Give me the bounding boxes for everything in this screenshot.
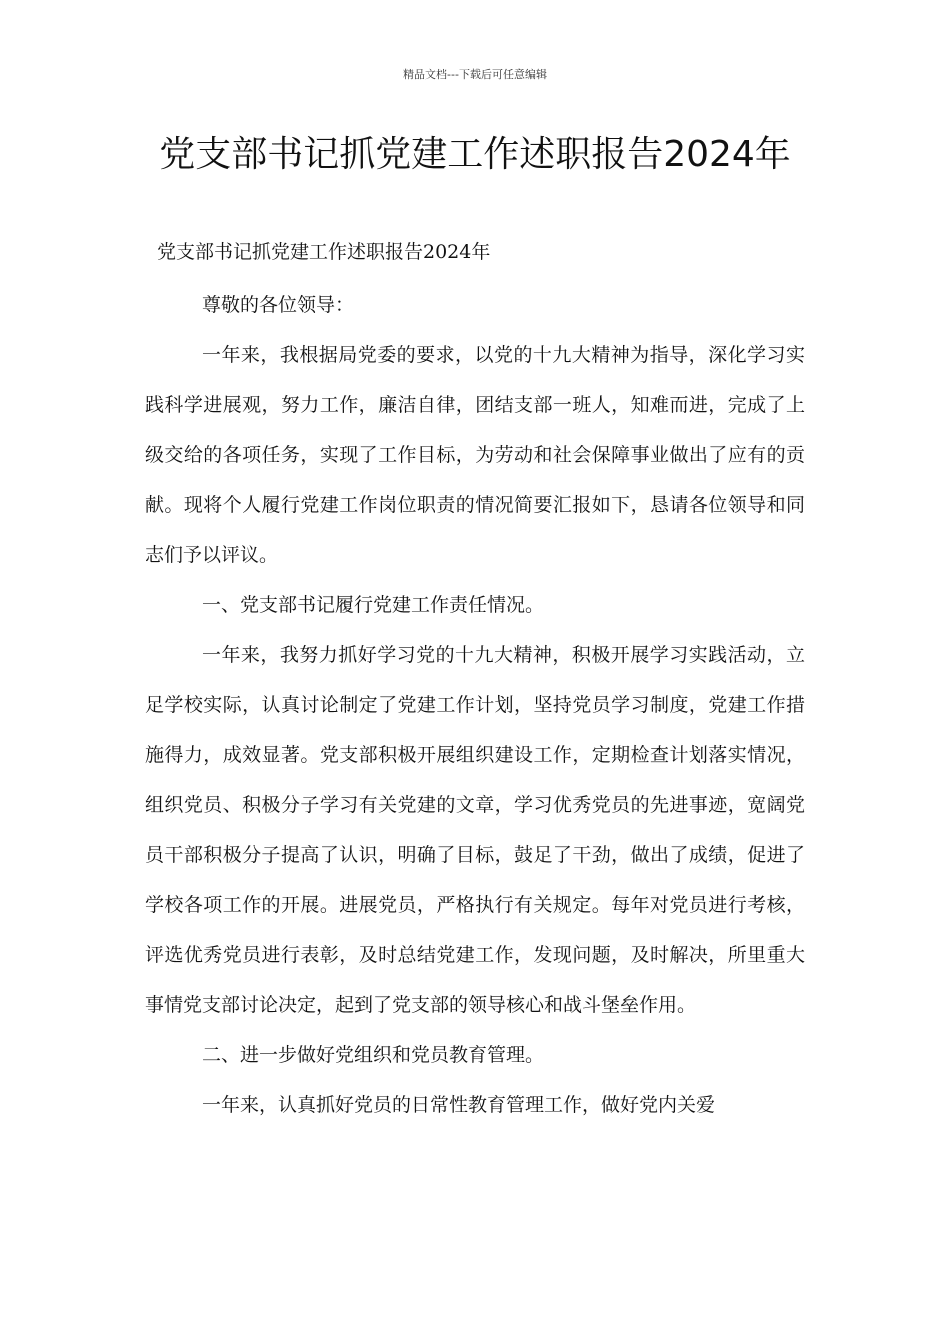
salutation-paragraph: 尊敬的各位领导： <box>202 294 355 316</box>
document-subtitle: 党支部书记抓党建工作述职报告2024年 <box>157 241 491 263</box>
section-1-paragraph: 一年来，我努力抓好学习党的十九大精神，积极开展学习实践活动，立足学校实际，认真讨论制定了党建工作计划，坚持党员学习制度，党建工作措施得力，成效显著。党支部积极开展组织建设工作，定期检查计划落实情况，组织党员、积极分子学习有关党建的文章，学习优秀党员的先进事迹，宽阔党员干部积极分子提高了认识，明确了目标，鼓足了干劲，做出了成绩，促进了学校各项工作的开展。进展党员，严格执行有关规定。每年对党员进行考核，评选优秀党员进行表彰，及时总结党建工作，发现问题，及时解决，所里重大事情党支部讨论决定，起到了党支部的领导核心和战斗堡垒作用。 <box>145 644 805 1016</box>
page-header-note: 精品文档---下载后可任意编辑 <box>403 68 547 81</box>
intro-paragraph: 一年来，我根据局党委的要求，以党的十九大精神为指导，深化学习实践科学进展观，努力工作，廉洁自律，团结支部一班人，知难而进，完成了上级交给的各项任务，实现了工作目标，为劳动和社会保障事业做出了应有的贡献。现将个人履行党建工作岗位职责的情况简要汇报如下，恳请各位领导和同志们予以评议。 <box>145 344 805 566</box>
document-title: 党支部书记抓党建工作述职报告2024年 <box>159 134 791 175</box>
section-heading-2: 二、进一步做好党组织和党员教育管理。 <box>202 1044 545 1066</box>
section-2-paragraph: 一年来，认真抓好党员的日常性教育管理工作，做好党内关爱 <box>202 1094 716 1116</box>
section-heading-1: 一、党支部书记履行党建工作责任情况。 <box>202 594 545 616</box>
document-body <box>145 280 805 1130</box>
